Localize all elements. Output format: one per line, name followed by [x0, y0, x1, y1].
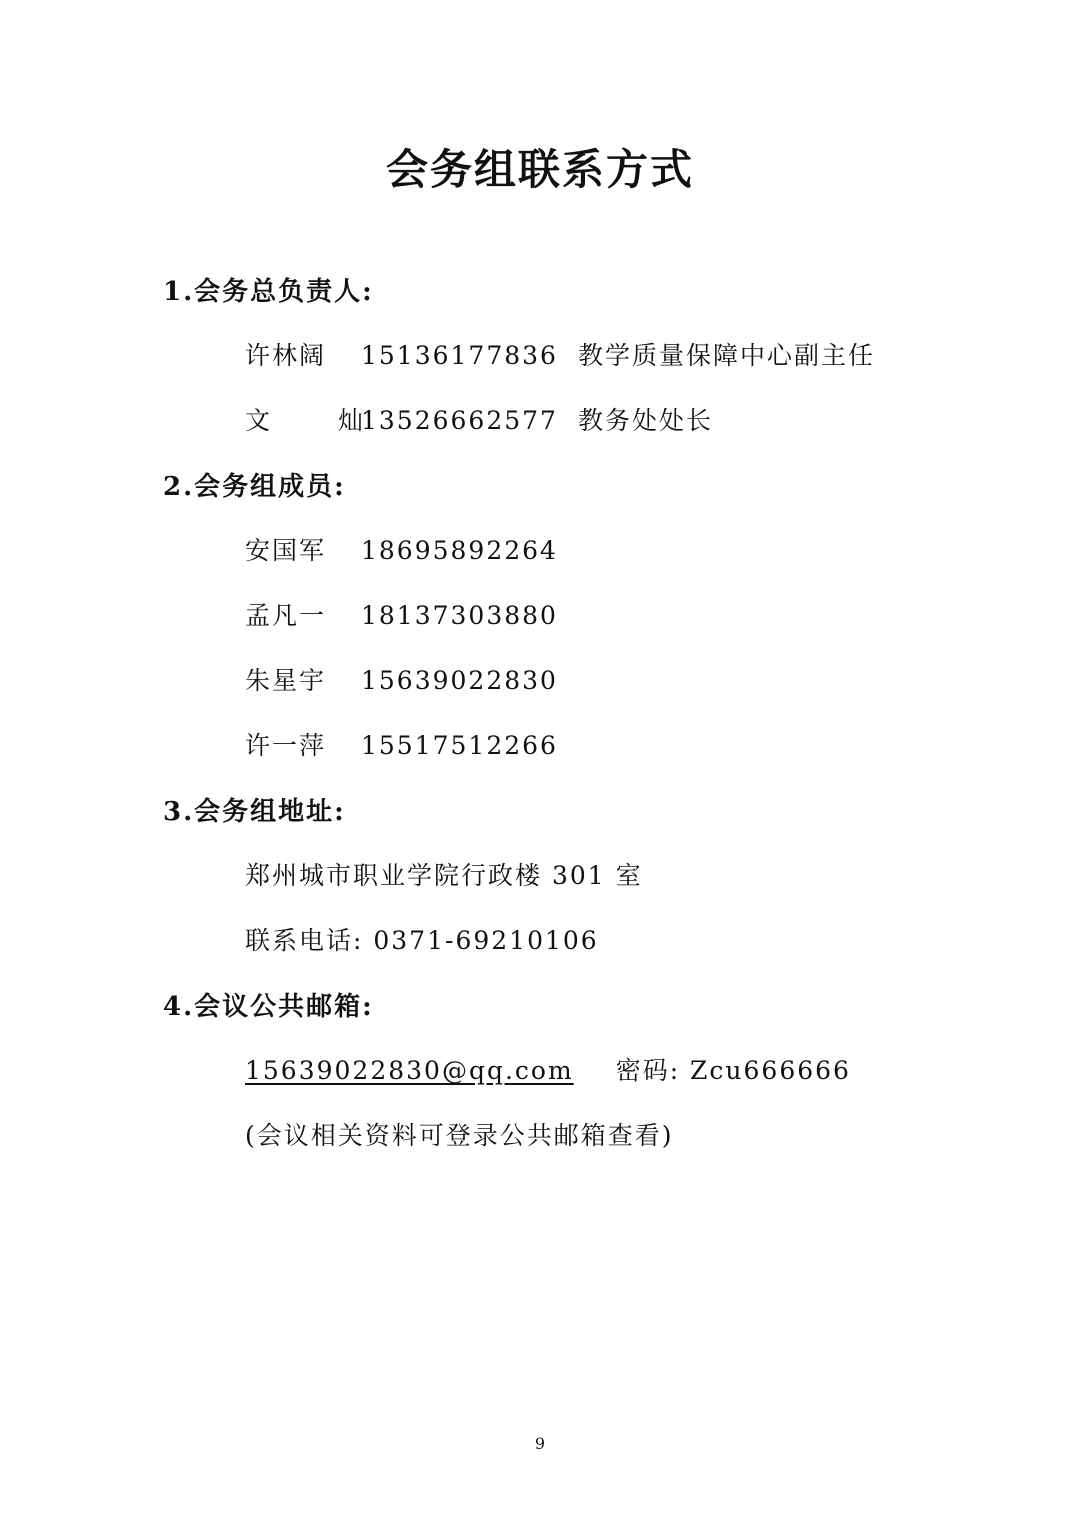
contact-line-responsible-2	[245, 401, 713, 441]
address-location: 郑州城市职业学院行政楼 301 室	[245, 861, 643, 890]
section-heading-address: 3.会务组地址:	[163, 797, 346, 827]
member-line-4	[245, 726, 558, 766]
contact-line-responsible-1	[245, 336, 875, 376]
mailbox-line	[245, 1051, 851, 1091]
address-phone: 联系电话: 0371-69210106	[245, 926, 599, 955]
contact-name: 许林阔	[245, 341, 327, 370]
section-heading-members: 2.会务组成员:	[163, 472, 346, 502]
email-link[interactable]: 15639022830@qq.com	[245, 1056, 574, 1085]
contact-phone: 13526662577	[361, 406, 558, 435]
contact-phone: 15136177836	[361, 341, 558, 370]
contact-role: 教学质量保障中心副主任	[577, 341, 875, 370]
member-name: 朱星宇	[245, 666, 327, 695]
member-name: 孟凡一	[245, 601, 327, 630]
contact-name: 文 灿	[245, 406, 393, 435]
member-line-3	[245, 661, 558, 701]
mailbox-note: (会议相关资料可登录公共邮箱查看)	[245, 1121, 674, 1150]
member-phone: 15517512266	[361, 731, 558, 760]
contact-role: 教务处处长	[577, 406, 713, 435]
page-title: 会务组联系方式	[385, 145, 694, 194]
member-phone: 18695892264	[361, 536, 558, 565]
section-heading-responsible: 1.会务总负责人:	[163, 277, 374, 307]
member-phone: 15639022830	[361, 666, 558, 695]
section-heading-mailbox: 4.会议公共邮箱:	[163, 992, 374, 1022]
member-line-1	[245, 531, 558, 571]
member-phone: 18137303880	[361, 601, 558, 630]
mailbox-password: 密码: Zcu666666	[615, 1056, 851, 1085]
member-name: 许一萍	[245, 731, 327, 760]
member-line-2	[245, 596, 558, 636]
member-name: 安国军	[245, 536, 327, 565]
page-number: 9	[534, 1434, 546, 1453]
